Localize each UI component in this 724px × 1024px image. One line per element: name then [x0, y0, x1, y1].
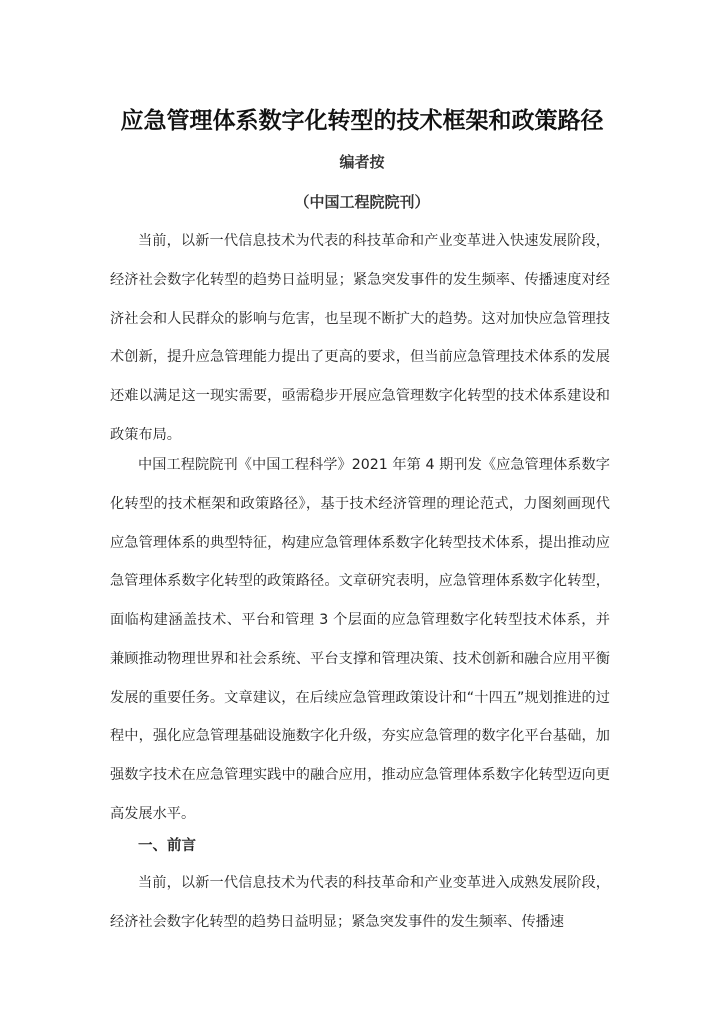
document-title: 应急管理体系数字化转型的技术框架和政策路径 [120, 107, 604, 134]
editor-note-label: 编者按 [339, 153, 385, 171]
source-journal: （中国工程院院刊） [294, 193, 430, 211]
section-paragraph-1: 当前，以新一代信息技术为代表的科技革命和产业变革进入成熟发展阶段，经济社会数字化转型的趋势日益明显；紧急突发事件的发生频率、传播速 [110, 875, 610, 930]
body-paragraph-1: 当前，以新一代信息技术为代表的科技革命和产业变革进入快速发展阶段，经济社会数字化转型的趋势日益明显；紧急突发事件的发生频率、传播速度对经济社会和人民群众的影响与危害，也呈现不断扩大的趋势。这对加快应急管理技术创新，提升应急管理能力提出了更高的要求，但当前应急管理技术体系的发展还难以满足这一现实需要，亟需稳步开展应急管理数字化转型的技术体系建设和政策布局。 [110, 233, 610, 443]
body-paragraph-2: 中国工程院院刊《中国工程科学》2021 年第 4 期刊发《应急管理体系数字化转型的技术框架和政策路径》，基于技术经济管理的理论范式，力图刻画现代应急管理体系的典型特征，构建应急管理体系数字化转型技术体系，提出推动应急管理体系数字化转型的政策路径。文章研究表明，应急管理体系数字化转型，面临构建涵盖技术、平台和管理 3 个层面的应急管理数字化转型技术体系，并兼顾推动物理世界和社会系统、平台支撑和管理决策、技术创新和融合应用平衡发展的重要任务。文章建议，在后续应急管理政策设计和“十四五”规划推进的过程中，强化应急管理基础设施数字化升级，夯实应急管理的数字化平台基础，加强数字技术在应急管理实践中的融合应用，推动应急管理体系数字化转型迈向更高发展水平。 [110, 457, 610, 822]
section-heading-introduction: 一、前言 [138, 838, 196, 854]
